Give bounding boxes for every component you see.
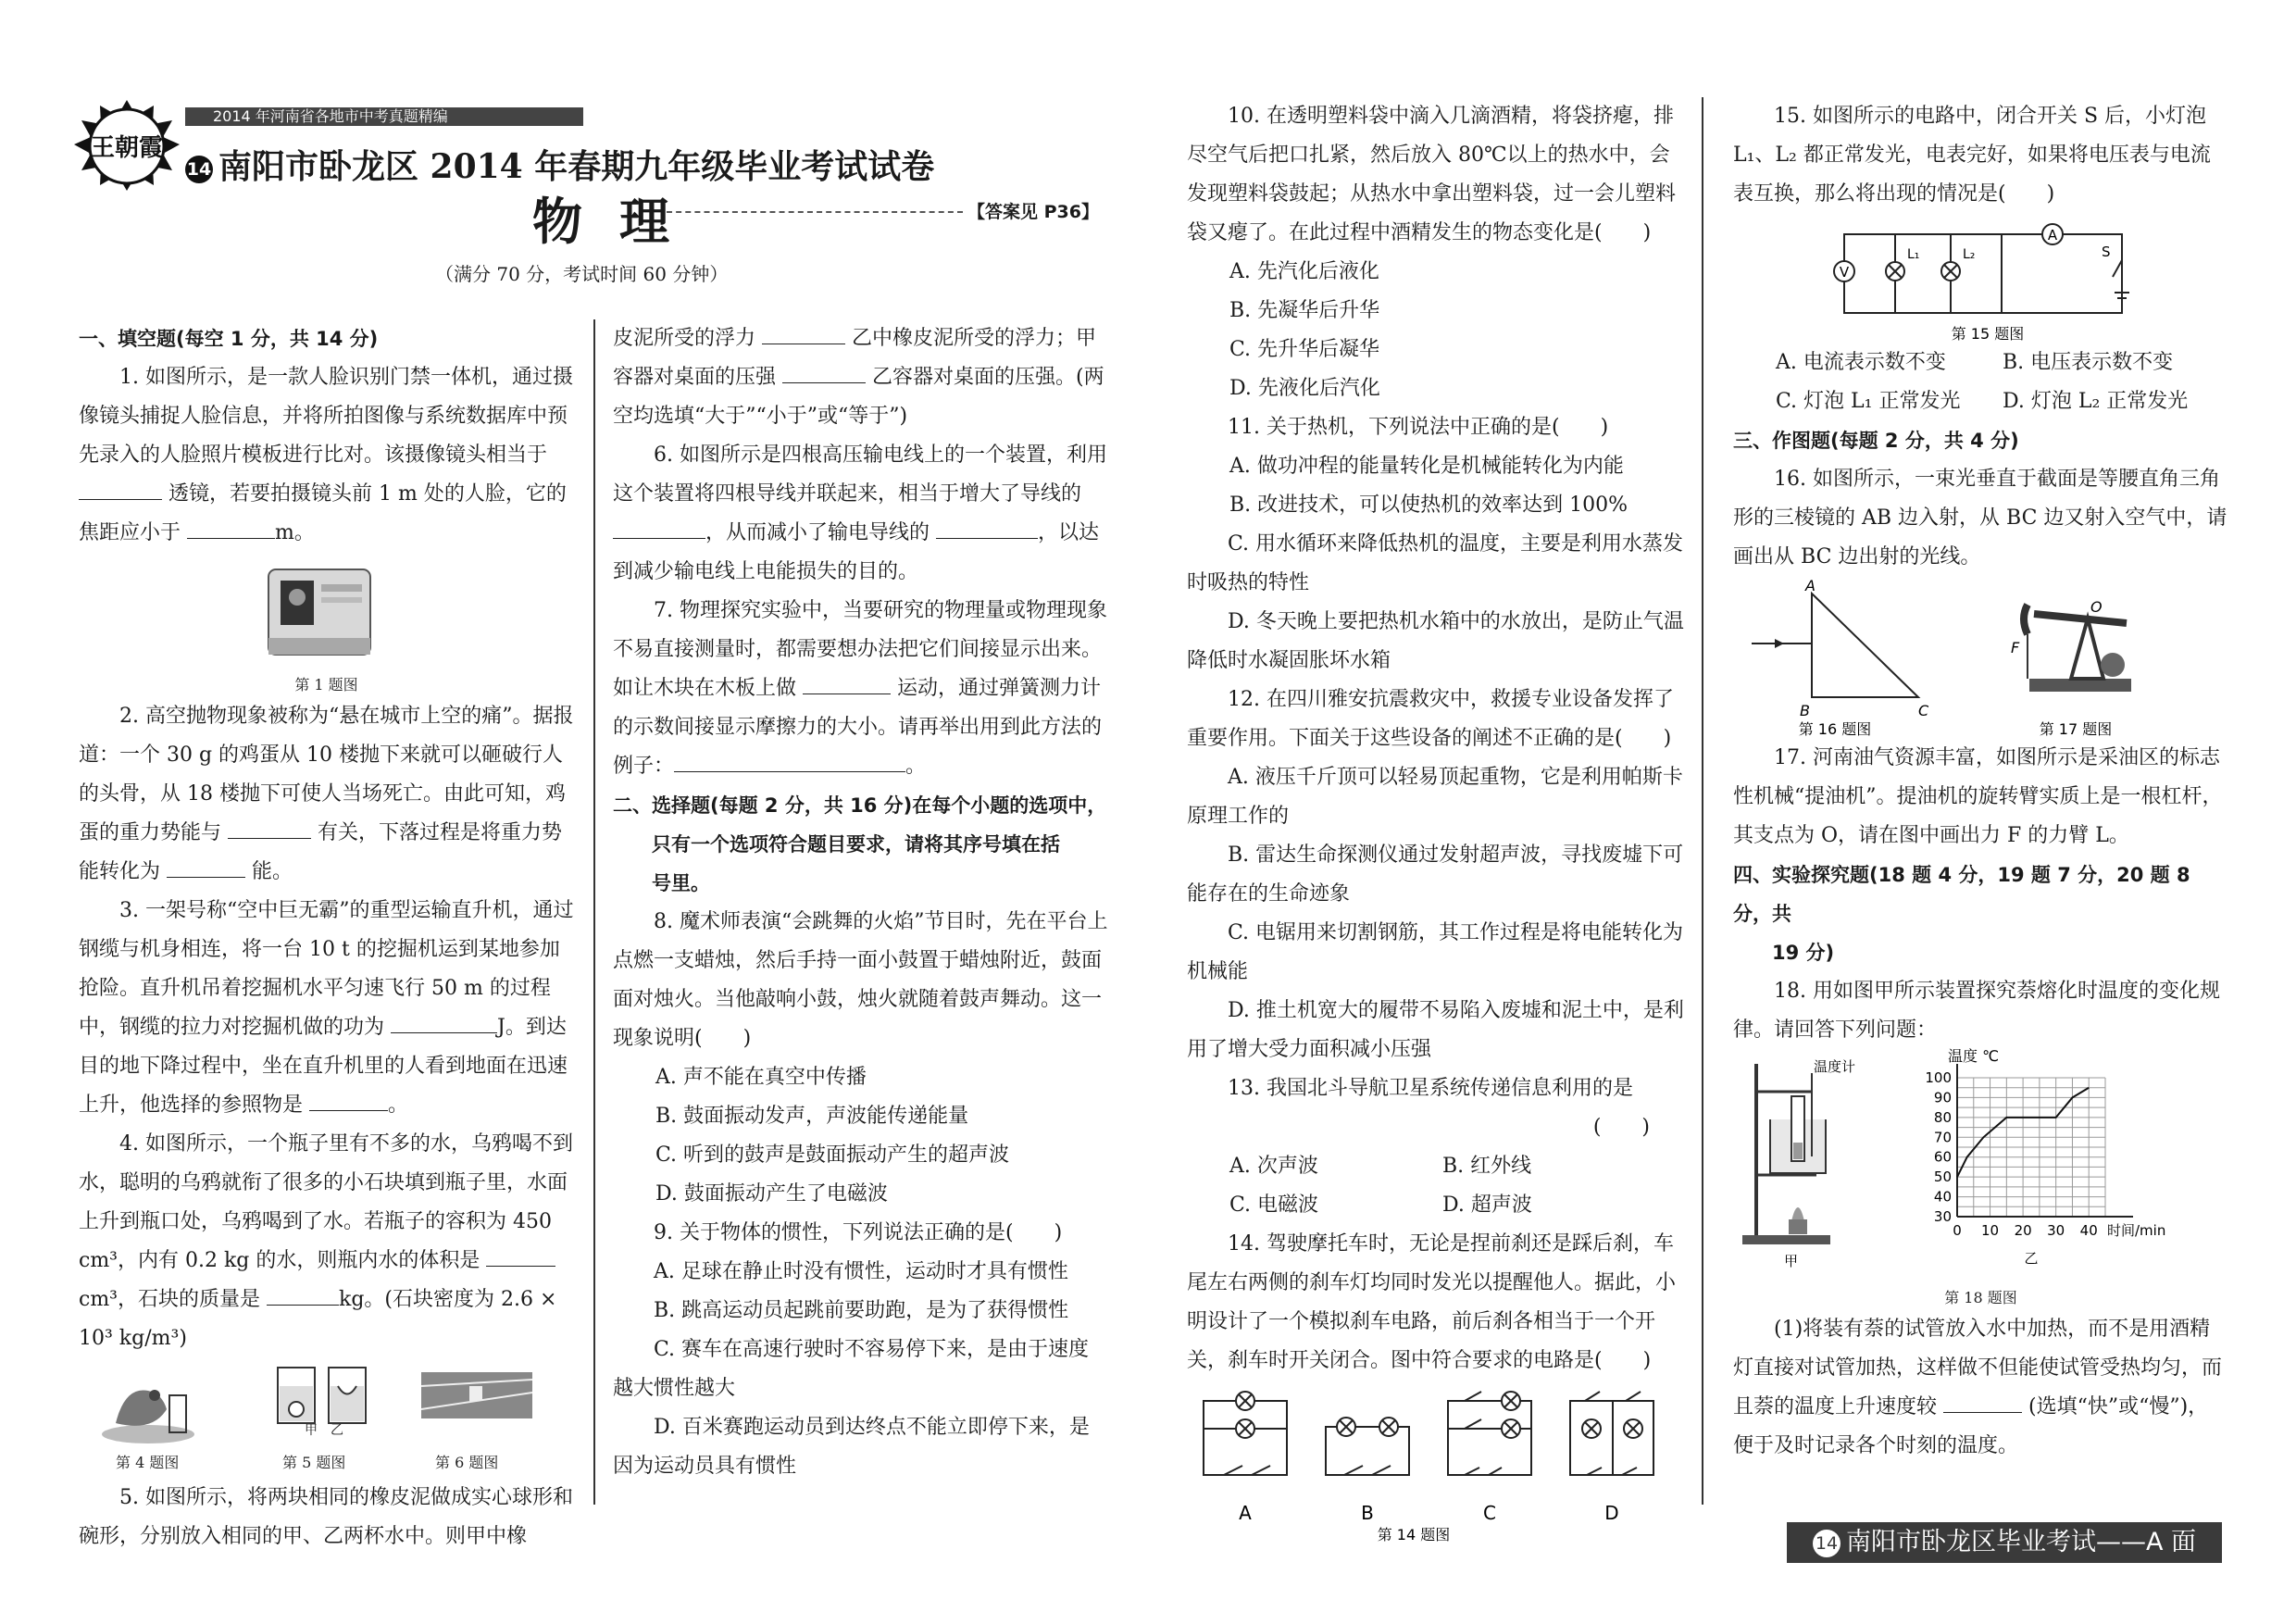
power-line-figure — [421, 1372, 532, 1418]
vertex-a-label: A — [1805, 577, 1816, 594]
pumpjack-icon — [2024, 605, 2131, 692]
logo-text: 王朝霞 — [90, 134, 164, 162]
x-tick-label: 0 — [1953, 1222, 1962, 1239]
option-13d[interactable]: D. 超声波 — [1442, 1193, 1532, 1217]
y-tick-label: 30 — [1933, 1208, 1952, 1225]
figure-caption: 第 17 题图 — [2039, 720, 2113, 738]
answer-blank[interactable] — [228, 816, 311, 839]
column-divider — [1702, 97, 1703, 1505]
figure-14-circuits — [1187, 1381, 1687, 1543]
figure-caption: 第 4 题图 — [116, 1454, 180, 1471]
face-recognition-device — [264, 560, 375, 664]
circuit-label-a: A — [1239, 1502, 1252, 1524]
option-12c[interactable]: C. 电锯用来切割钢筋，其工作过程是将电能转化为机械能 — [1187, 921, 1684, 983]
figure-caption: 第 6 题图 — [435, 1454, 499, 1471]
answer-blank[interactable] — [782, 360, 866, 383]
option-8b[interactable]: B. 鼓面振动发声，声波能传递能量 — [655, 1105, 969, 1128]
option-11d[interactable]: D. 冬天晚上要把热机水箱中的水放出，是防止气温降低时水凝固胀坏水箱 — [1187, 610, 1684, 672]
figure-caption: 第 16 题图 — [1798, 720, 1872, 738]
y-tick-label: 60 — [1933, 1148, 1952, 1166]
section-heading: 三、作图题(每题 2 分，共 4 分) — [1733, 430, 2019, 452]
option-9c[interactable]: C. 赛车在高速行驶时不容易停下来，是由于速度越大惯性越大 — [613, 1338, 1090, 1400]
y-tick-label: 100 — [1925, 1069, 1952, 1086]
option-11c[interactable]: C. 用水循环来降低热机的温度，主要是利用水蒸发时吸热的特性 — [1187, 532, 1684, 594]
y-tick-label: 80 — [1933, 1108, 1952, 1126]
column-4: 15. 如图所示的电路中，闭合开关 S 后，小灯泡 L₁、L₂ 都正常发光，电表完好，如果将电压表与电流表互换，那么将出现的情况是( ) V A L₁ L₂ S 第 15 题图 A. 电流表示数不变 B. 电压表示数不变 C. 灯泡 L₁ 正常发光 D. 灯泡 L₂ 正常发光 三、作图题(每题 2 分，共 4 分) 16. 如图所示，一束光垂直于截面是等腰直角三角形的三棱镜的 AB 边入射，从 BC 边又射入空气中，请画出从 BC 边出射的光线。 A B C 第 16 题图 O F 第 17 题图 17. 河南油气资源丰富，如图所示是采油区的标志性机械“提油机”。提油机的旋转臂实质上是一根杠杆，其支点为 O，请在图中画出力 F 的力臂 L。 四、实验探究题(18 题 4 分，19 题 7 分，20 题 8 分，共 19 分) 18. 用如图甲所示装置探究萘熔化时温度的变化规律。请回答下列问题： 温度计 甲 0 10 20 30 40 30 40 50 60 70 80 90 100 温度 ℃ 时间/min 乙 第 18 题图 (1)将装有萘的试管放入水中加热，而不是用酒精灯直接对试管加热，这样做不但能使试管受热均匀，而且萘的温度上升速度较 (选填“快”或“慢”)，便于及时记录各个时刻的温度。 — [1733, 97, 2228, 1466]
question-12: 12. 在四川雅安抗震救灾中，救援专业设备发挥了重要作用。下面关于这些设备的阐述不正确的是( ) — [1187, 688, 1674, 750]
question-5-continued: 皮泥所受的浮力 乙中橡皮泥所受的浮力；甲容器对桌面的压强 乙容器对桌面的压强。(两空均选填“大于”“小于”或“等于”) — [613, 319, 1108, 436]
question-13: 13. 我国北斗导航卫星系统传递信息利用的是 — [1228, 1077, 1633, 1100]
exam-meta: （满分 70 分，考试时间 60 分钟） — [435, 263, 729, 285]
figures-4-5-6 — [79, 1358, 574, 1451]
x-tick-label: 20 — [2014, 1222, 2032, 1239]
option-10c[interactable]: C. 先升华后凝华 — [1229, 338, 1380, 361]
circuit-label-d: D — [1604, 1502, 1619, 1524]
answer-blank[interactable] — [936, 516, 1038, 539]
question-9: 9. 关于物体的惯性，下列说法正确的是( ) — [654, 1221, 1063, 1244]
option-15d[interactable]: D. 灯泡 L₂ 正常发光 — [2003, 390, 2189, 413]
figure-18 — [1733, 1047, 2228, 1286]
question-8: 8. 魔术师表演“会跳舞的火焰”节目时，先在平台上点燃一支蜡烛，然后手持一面小鼓置于蜡烛附近，鼓面面对烛火。当他敲响小鼓，烛火就随着鼓声舞动。这一现象说明( ) — [613, 910, 1108, 1050]
answer-blank[interactable] — [486, 1243, 555, 1267]
temperature-chart — [1918, 1047, 2224, 1272]
question-4: 4. 如图所示，一个瓶子里有不多的水，乌鸦喝不到水，聪明的乌鸦就衔了很多的小石块填到瓶子里，水面上升到瓶口处，乌鸦喝到了水。若瓶子的容积为 450 cm³，内有 0.2 kg 的水，则瓶内水的体积是 cm³，石块的质量是 kg。(石块密度为 2.6 × 10³ kg/m³) — [79, 1132, 573, 1350]
figures-16-17 — [1733, 577, 2228, 739]
question-6: 6. 如图所示是四根高压输电线上的一个装置，利用这个装置将四根导线并联起来，相当于增大了导线的 ，从而减小了输电导线的 ，以达到减少输电线上电能损失的目的。 — [613, 444, 1107, 583]
answer-blank[interactable] — [391, 1010, 497, 1033]
answer-blank[interactable] — [309, 1088, 388, 1111]
option-10b[interactable]: B. 先凝华后升华 — [1229, 299, 1380, 322]
lamp-l2-label: L₂ — [1963, 247, 1976, 262]
option-12d[interactable]: D. 推土机宽大的履带不易陷入废墟和泥土中，是利用了增大受力面积减小压强 — [1187, 999, 1684, 1061]
question-5: 5. 如图所示，将两块相同的橡皮泥做成实心球形和碗形，分别放入相同的甲、乙两杯水中。则甲中橡 — [79, 1486, 573, 1548]
answer-blank[interactable] — [167, 855, 245, 878]
apparatus-label-jia: 甲 — [1784, 1253, 1799, 1269]
figure-1 — [79, 553, 574, 673]
fulcrum-o-label: O — [2090, 598, 2103, 616]
question-16: 16. 如图所示，一束光垂直于截面是等腰直角三角形的三棱镜的 AB 边入射，从 BC 边又射入空气中，请画出从 BC 边出射的光线。 — [1733, 468, 2227, 569]
question-10: 10. 在透明塑料袋中滴入几滴酒精，将袋挤瘪，排尽空气后把口扎紧，然后放入 80℃以上的热水中，会发现塑料袋鼓起；从热水中拿出塑料袋，过一会儿塑料袋又瘪了。在此过程中酒精发生的物态变化是( ) — [1187, 105, 1677, 244]
question-18-1: (1)将装有萘的试管放入水中加热，而不是用酒精灯直接对试管加热，这样做不但能使试管受热均匀，而且萘的温度上升速度较 (选填“快”或“慢”)，便于及时记录各个时刻的温度。 — [1733, 1318, 2223, 1457]
exam-title: 14 南阳市卧龙区 2014 年春期九年级毕业考试试卷 — [186, 147, 935, 186]
option-15c[interactable]: C. 灯泡 L₁ 正常发光 — [1776, 390, 1961, 413]
question-18: 18. 用如图甲所示装置探究萘熔化时温度的变化规律。请回答下列问题： — [1733, 980, 2220, 1042]
answer-blank[interactable] — [187, 516, 275, 539]
answer-blank[interactable] — [674, 749, 905, 772]
column-1 — [79, 319, 574, 1556]
figure-caption: 第 15 题图 — [1951, 325, 2025, 343]
question-14: 14. 驾驶摩托车时，无论是捏前刹还是踩后刹，车尾左右两侧的刹车灯均同时发光以提醒他人。据此，小明设计了一个模拟刹车电路，前后刹各相当于一个开关，刹车时开关闭合。图中符合要求的电路是( ) — [1187, 1232, 1677, 1372]
section-heading: 二、选择题(每题 2 分，共 16 分)在每个小题的选项中， — [613, 794, 1107, 817]
subject-title: 物理 — [532, 192, 706, 251]
figure-15-circuit — [1733, 214, 2228, 344]
option-11a[interactable]: A. 做功冲程的能量转化是机械能转化为内能 — [1229, 455, 1624, 478]
ammeter-icon: A — [2047, 227, 2058, 244]
answer-blank[interactable] — [762, 321, 845, 344]
x-tick-label: 10 — [1981, 1222, 2000, 1239]
x-axis-label: 时间/min — [2107, 1222, 2166, 1239]
crow-bottle-figure — [97, 1368, 199, 1446]
y-axis-label: 温度 ℃ — [1948, 1047, 2000, 1065]
question-3: 3. 一架号称“空中巨无霸”的重型运输直升机，通过钢缆与机身相连，将一台 10 t 的挖掘机运到某地参加抢险。直升机吊着挖掘机水平匀速飞行 50 m 的过程中，钢缆的拉力对挖掘机做的功为 J。到达目的地下降过程中，坐在直升机里的人看到地面在迅速上升，他选择的参照物是 。 — [79, 899, 574, 1117]
vertex-b-label: B — [1800, 702, 1810, 719]
option-13b[interactable]: B. 红外线 — [1442, 1155, 1532, 1178]
vertex-c-label: C — [1918, 702, 1929, 719]
force-f-label: F — [2011, 639, 2020, 656]
option-8d[interactable]: D. 鼓面振动产生了电磁波 — [655, 1182, 888, 1206]
figure-caption: 第 18 题图 — [1944, 1289, 2017, 1306]
option-12b[interactable]: B. 雷达生命探测仪通过发射超声波，寻找废墟下可能存在的生命迹象 — [1187, 843, 1684, 906]
logo-emblem — [57, 93, 196, 213]
heating-apparatus — [1738, 1055, 1877, 1269]
answer-blank[interactable] — [803, 671, 891, 694]
voltmeter-icon: V — [1839, 264, 1850, 281]
column-3 — [1187, 97, 1687, 1543]
option-13c[interactable]: C. 电磁波 — [1229, 1193, 1319, 1217]
option-11b[interactable]: B. 改进技术，可以使热机的效率达到 100% — [1229, 494, 1628, 517]
section-heading: 四、实验探究题(18 题 4 分，19 题 7 分，20 题 8 分，共 — [1733, 864, 2190, 925]
x-tick-label: 40 — [2079, 1222, 2098, 1239]
y-tick-label: 50 — [1933, 1168, 1952, 1186]
chart-label-yi: 乙 — [2024, 1250, 2039, 1267]
option-15a[interactable]: A. 电流表示数不变 — [1776, 351, 1946, 374]
column-divider — [593, 319, 595, 1505]
cup-label-yi: 乙 — [331, 1423, 343, 1438]
switch-label: S — [2102, 244, 2111, 260]
option-8a[interactable]: A. 声不能在真空中传播 — [655, 1066, 867, 1089]
header-rule — [667, 211, 963, 213]
option-10a[interactable]: A. 先汽化后液化 — [1229, 260, 1379, 283]
circuit-label-b: B — [1361, 1502, 1374, 1524]
answer-blank[interactable] — [613, 516, 705, 539]
option-9b[interactable]: B. 跳高运动员起跳前要助跑，是为了获得惯性 — [654, 1299, 1069, 1322]
answer-reference: 【答案见 P36】 — [967, 202, 1099, 222]
option-13a[interactable]: A. 次声波 — [1229, 1155, 1318, 1178]
figure-caption: 第 14 题图 — [1377, 1526, 1451, 1543]
x-tick-label: 30 — [2047, 1222, 2065, 1239]
question-17: 17. 河南油气资源丰富，如图所示是采油区的标志性机械“提油机”。提油机的旋转臂实质上是一根杠杆，其支点为 O，请在图中画出力 F 的力臂 L。 — [1733, 746, 2223, 847]
answer-blank[interactable] — [79, 477, 162, 500]
option-10d[interactable]: D. 先液化后汽化 — [1229, 377, 1380, 400]
cup-label-jia: 甲 — [305, 1423, 318, 1438]
option-12a[interactable]: A. 液压千斤顶可以轻易顶起重物，它是利用帕斯卡原理工作的 — [1187, 766, 1683, 828]
option-15b[interactable]: B. 电压表示数不变 — [2003, 351, 2174, 374]
question-15: 15. 如图所示的电路中，闭合开关 S 后，小灯泡 L₁、L₂ 都正常发光，电表完好，如果将电压表与电流表互换，那么将出现的情况是( ) — [1733, 105, 2211, 206]
cups-figure — [273, 1363, 375, 1432]
series-banner: 2014 年河南省各地市中考真题精编 — [185, 107, 583, 126]
column-2: 皮泥所受的浮力 乙中橡皮泥所受的浮力；甲容器对桌面的压强 乙容器对桌面的压强。(两空均选填“大于”“小于”或“等于”) 6. 如图所示是四根高压输电线上的一个装置，利用这个装置将四根导线并联起来，相当于增大了导线的 ，从而减小了输电导线的 ，以达到减少输电线上电能损失的目的。 7. 物理探究实验中，当要研究的物理量或物理现象不易直接测量时，都需要想办法把它们间接显示出来。如让木块在木板上做 运动，通过弹簧测力计的示数间接显示摩擦力的大小。请再举出用到此方法的例子： 。 二、选择题(每题 2 分，共 16 分)在每个小题的选项中， 只有一个选项符合题目要求，请将其序号填在括 号里。 8. 魔术师表演“会跳舞的火焰”节目时，先在平台上点燃一支蜡烛，然后手持一面小鼓置于蜡烛附近，鼓面面对烛火。当他敲响小鼓，烛火就随着鼓声舞动。这一现象说明( ) A. 声不能在真空中传播 B. 鼓面振动发声，声波能传递能量 C. 听到的鼓声是鼓面振动产生的超声波 D. 鼓面振动产生了电磁波 9. 关于物体的惯性，下列说法正确的是( ) A. 足球在静止时没有惯性，运动时才具有惯性 B. 跳高运动员起跳前要助跑，是为了获得惯性 C. 赛车在高速行驶时不容易停下来，是由于速度越大惯性越大 D. 百米赛跑运动员到达终点不能立即停下来，是因为运动员具有惯性 — [613, 319, 1108, 1486]
thermometer-label: 温度计 — [1814, 1058, 1856, 1075]
answer-blank[interactable] — [267, 1282, 339, 1306]
option-9d[interactable]: D. 百米赛跑运动员到达终点不能立即停下来，是因为运动员具有惯性 — [613, 1416, 1090, 1478]
question-11: 11. 关于热机，下列说法中正确的是( ) — [1228, 416, 1609, 439]
circuit-label-c: C — [1483, 1502, 1496, 1524]
option-9a[interactable]: A. 足球在静止时没有惯性，运动时才具有惯性 — [654, 1260, 1068, 1283]
figure-caption: 第 5 题图 — [282, 1454, 346, 1471]
figure-caption: 第 1 题图 — [294, 676, 358, 694]
answer-bracket[interactable]: ( ) — [1592, 1116, 1650, 1139]
lamp-l1-label: L₁ — [1907, 247, 1920, 262]
question-2: 2. 高空抛物现象被称为“悬在城市上空的痛”。据报道：一个 30 g 的鸡蛋从 10 楼抛下来就可以砸破行人的头骨，从 18 楼抛下可使人当场死亡。由此可知，鸡蛋的重力势能与 有关，下落过程是将重力势能转化为 能。 — [79, 705, 574, 883]
question-7: 7. 物理探究实验中，当要研究的物理量或物理现象不易直接测量时，都需要想办法把它们间接显示出来。如让木块在木板上做 运动，通过弹簧测力计的示数间接显示摩擦力的大小。请再举出用到此方法的例子： 。 — [613, 599, 1107, 778]
page-footer: 14 南阳市卧龙区毕业考试——A 面 — [1787, 1522, 2222, 1563]
section-heading: 一、填空题(每空 1 分，共 14 分) — [79, 328, 379, 350]
y-tick-label: 40 — [1933, 1188, 1952, 1206]
y-tick-label: 90 — [1933, 1089, 1952, 1106]
option-8c[interactable]: C. 听到的鼓声是鼓面振动产生的超声波 — [655, 1143, 1010, 1167]
answer-blank[interactable] — [1943, 1390, 2022, 1413]
y-tick-label: 70 — [1933, 1129, 1952, 1146]
question-1: 1. 如图所示，是一款人脸识别门禁一体机，通过摄像镜头捕捉人脸信息，并将所拍图像与系统数据库中预先录入的人脸照片模板进行比对。该摄像镜头相当于 透镜，若要拍摄镜头前 1 m 处的人脸，它的焦距应小于 m。 — [79, 366, 573, 544]
